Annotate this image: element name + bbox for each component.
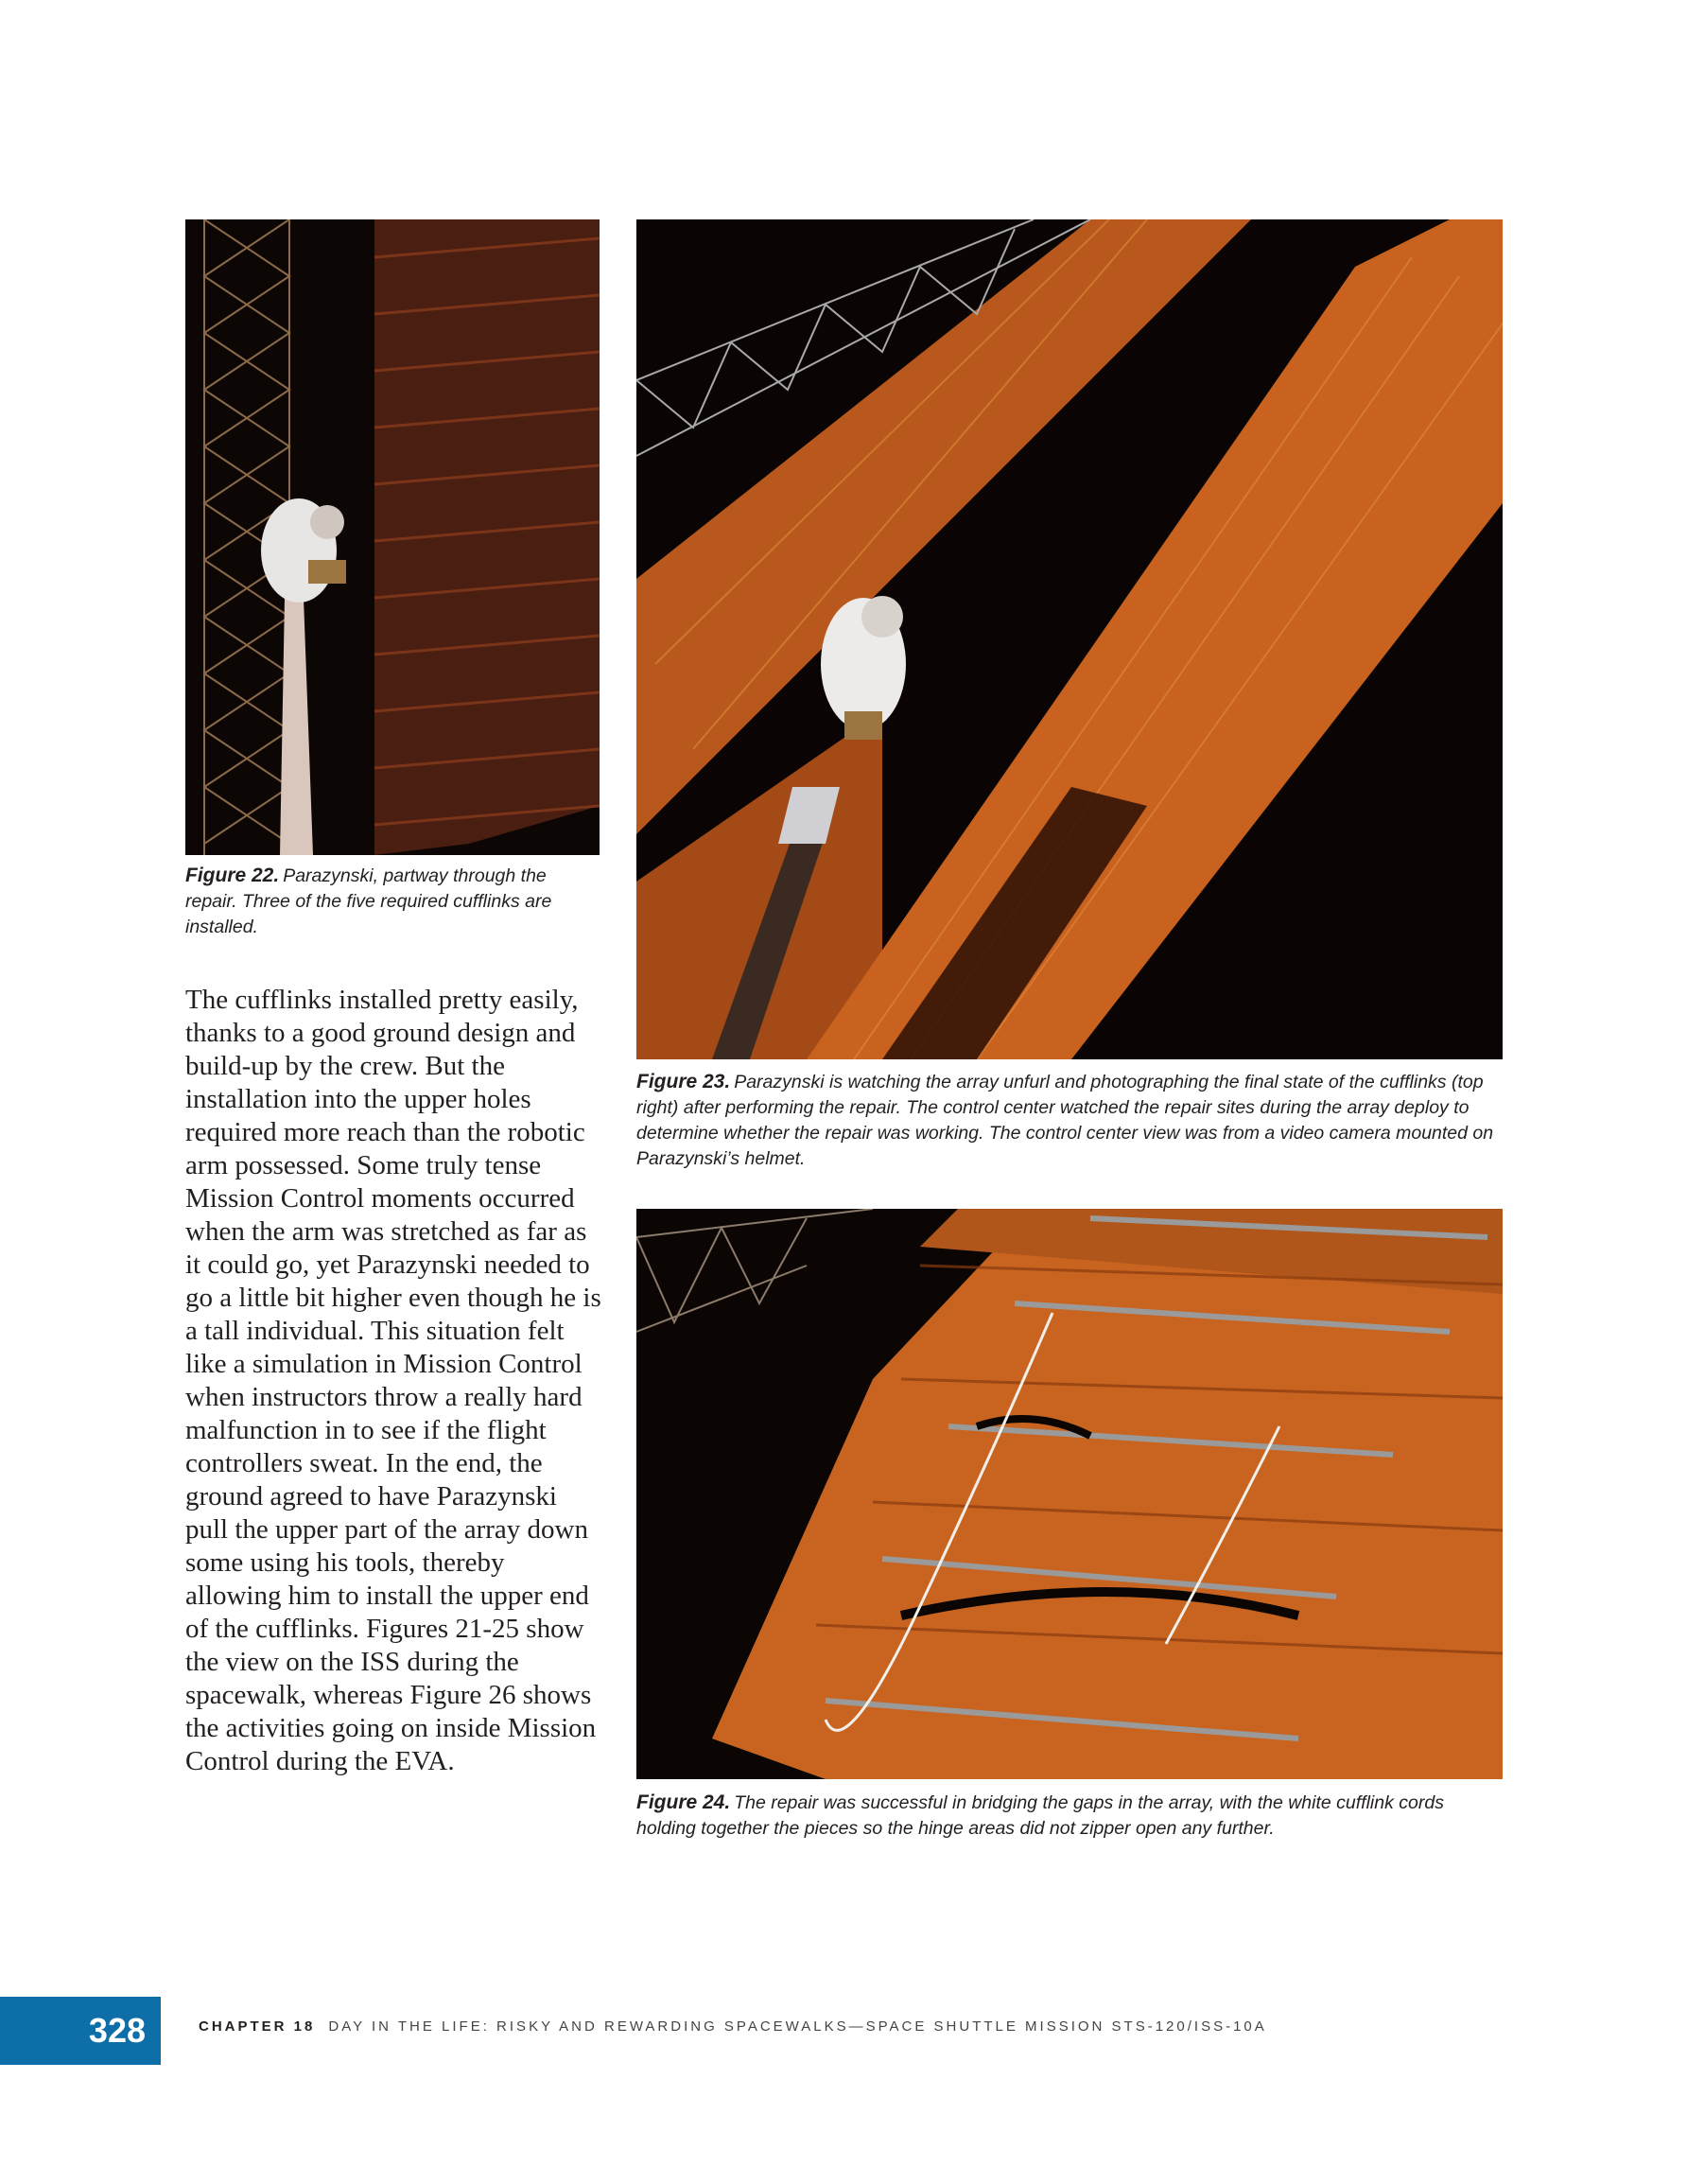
running-footer (199, 2018, 1267, 2035)
figure-22-caption (185, 863, 583, 940)
figure-22-number: Figure 22. (185, 865, 280, 886)
figure-24-number: Figure 24. (636, 1791, 731, 1813)
figure-23-photo (636, 219, 1503, 1059)
figure-24-photo (636, 1209, 1503, 1779)
figure-23-number: Figure 23. (636, 1071, 731, 1092)
page-number: 328 (0, 1997, 161, 2065)
figure-23-caption-text: Parazynski is watching the array unfurl and photographing the final state of the cufflinks (top right) after performing the repair. The control center watched the repair sites during the array deploy to determine whether the repair was working. The control center view was from a video camera mounted on Parazynski’s helmet. (636, 1072, 1494, 1169)
figure-22-photo (185, 219, 600, 855)
figure-22-caption-text: Parazynski, partway through the repair. Three of the five required cufflinks are installed. (185, 865, 552, 937)
figure-24-caption (636, 1790, 1506, 1842)
figure-24-caption-text: The repair was successful in bridging the gaps in the array, with the white cufflink cords holding together the pieces so the hinge areas did not zipper open any further. (636, 1792, 1444, 1839)
figure-23-caption (636, 1069, 1506, 1172)
chapter-label: CHAPTER 18 (199, 2018, 316, 2035)
body-paragraph: The cufflinks installed pretty easily, thanks to a good ground design and build-up by the crew. But the installation into the upper holes required more reach than the robotic arm possessed. Some truly tense Mission Control moments occurred when the arm was stretched as far as it could go, yet Parazynski needed to go a little bit higher even though he is a tall individual. This situation felt like a simulation in Mission Control when instructors throw a really hard malfunction in to see if the flight controllers sweat. In the end, the ground agreed to have Parazynski pull the upper part of the array down some using his tools, thereby allowing him to install the upper end of the cufflinks. Figures 21-25 show the view on the ISS during the spacewalk, whereas Figure 26 shows the activities going on inside Mission Control during the EVA. (185, 985, 601, 1776)
chapter-title: DAY IN THE LIFE: RISKY AND REWARDING SPACEWALKS—SPACE SHUTTLE MISSION STS-120/ISS-10A (328, 2018, 1267, 2035)
